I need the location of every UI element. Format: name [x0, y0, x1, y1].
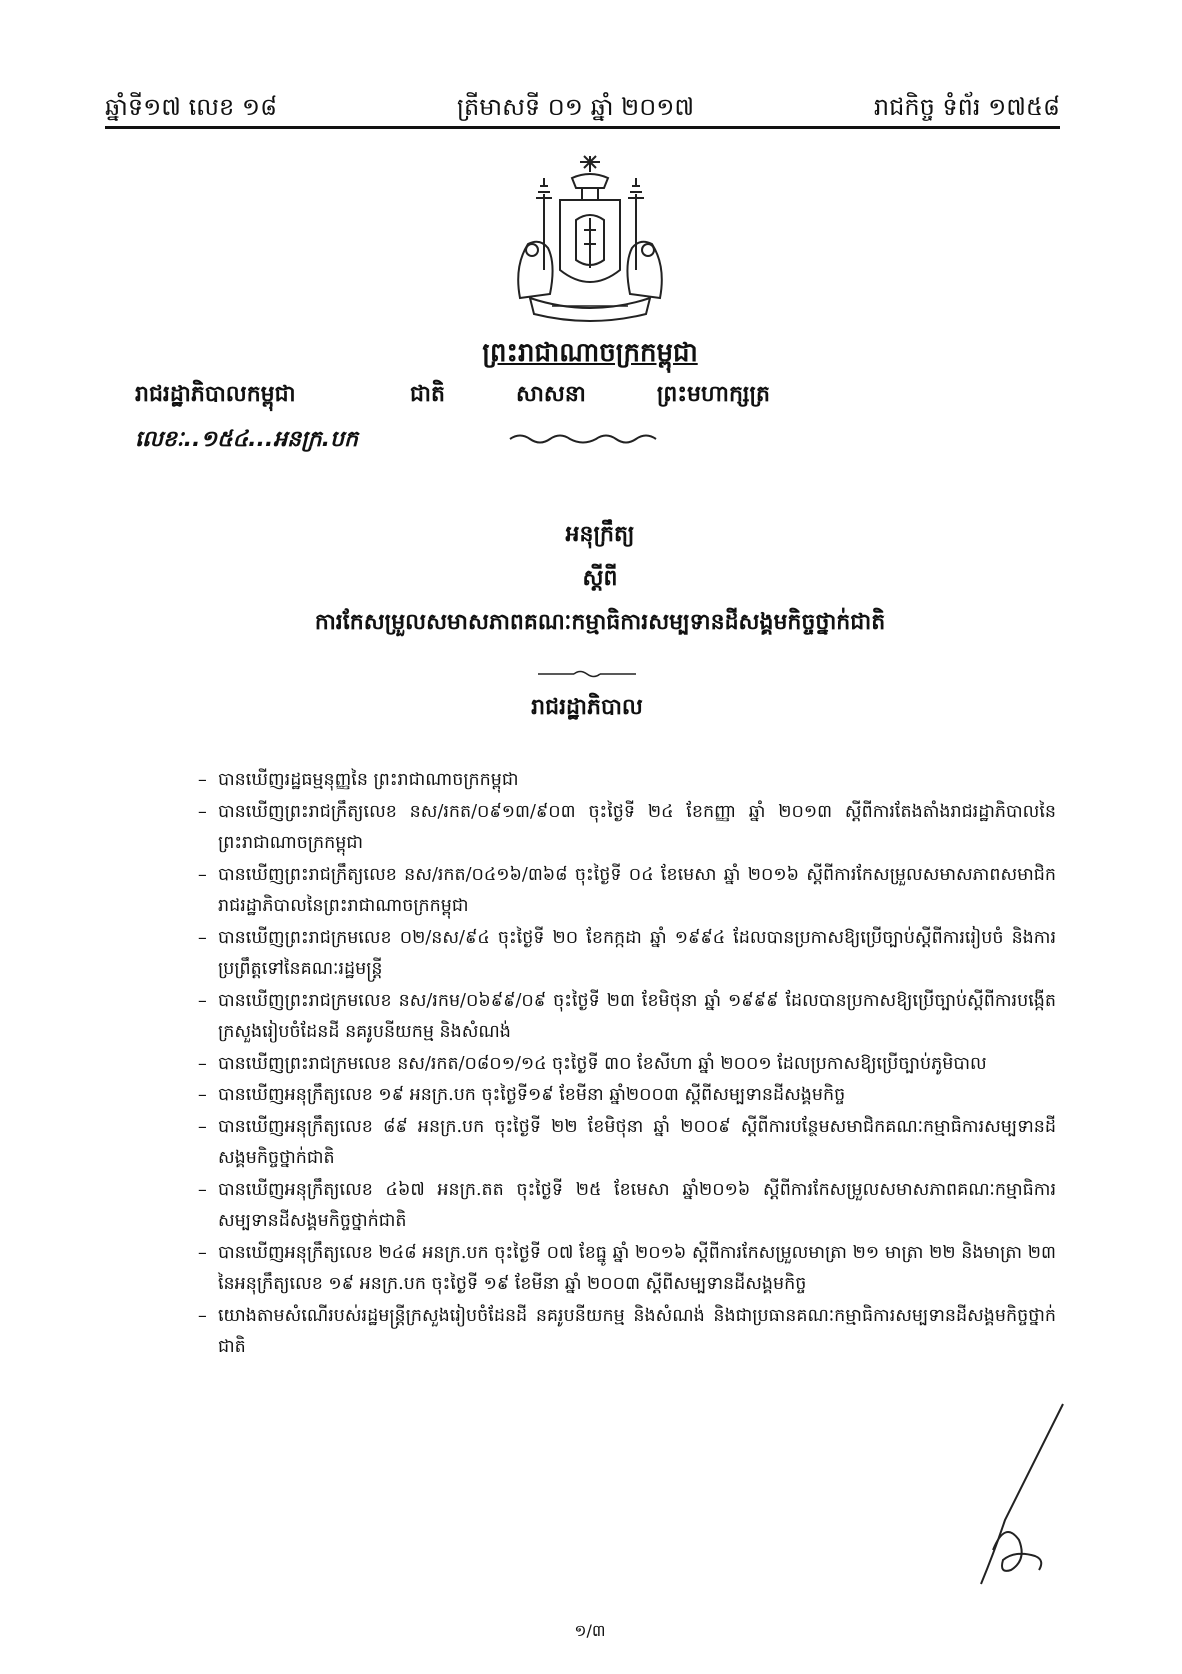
issuing-authority: រាជរដ្ឋាភិបាល [531, 695, 643, 720]
clause-text: បានឃើញអនុក្រឹត្យលេខ ៨៩ អនក្រ.បក ចុះថ្ងៃទី ២២ ខែមិថុនា ឆ្នាំ ២០០៩ ស្តីពីការបន្ថែមសមាជិកគណៈកម្មាធិការសម្បទានដីសង្គមកិច្ចថ្នាក់ជាតិ [218, 1116, 1056, 1168]
clause-dash: – [198, 990, 207, 1011]
royal-coat-of-arms-icon [500, 148, 680, 328]
clause-text: បានឃើញព្រះរាជក្រឹត្យលេខ នស/រកត/០៩១៣/៩០៣ ចុះថ្ងៃទី ២៤ ខែកញ្ញា ឆ្នាំ ២០១៣ ស្តីពីការតែងតាំងរាជរដ្ឋាភិបាលនៃព្រះរាជាណាចក្រកម្ពុជា [218, 801, 1056, 853]
preamble-clause [198, 860, 1056, 923]
preamble-clause [198, 797, 1056, 860]
page-number: ១/៣ [574, 1621, 606, 1640]
preamble-clause [198, 765, 1056, 797]
clause-dash: – [198, 1085, 207, 1105]
preamble-clause [198, 1080, 1056, 1112]
clause-text: បានឃើញអនុក្រឹត្យលេខ ១៩ អនក្រ.បក ចុះថ្ងៃទី១៩ ខែមីនា ឆ្នាំ២០០៣ ស្តីពីសម្បទានដីសង្គមកិច្ច [218, 1085, 846, 1105]
preamble-clause [198, 923, 1056, 986]
clause-text: បានឃើញព្រះរាជក្រមលេខ នស/រកត/០៨០១/១៤ ចុះថ្ងៃទី ៣០ ខែសីហា ឆ្នាំ ២០០១ ដែលប្រកាសឱ្យប្រើច្បាប់ភូមិបាល [218, 1053, 987, 1074]
preamble-clause [198, 986, 1056, 1049]
motto-king: ព្រះមហាក្សត្រ [656, 382, 770, 407]
clause-dash: – [198, 1179, 207, 1200]
clause-text: បានឃើញព្រះរាជក្រមលេខ នស/រកម/០៦៩៩/០៩ ចុះថ្ងៃទី ២៣ ខែមិថុនា ឆ្នាំ ១៩៩៩ ដែលបានប្រកាសឱ្យប្រើច្បាប់ស្តីពីការបង្កើតក្រសួងរៀបចំដែនដី នគរូបនីយកម្ម និងសំណង់ [218, 990, 1056, 1042]
clause-text: បានឃើញព្រះរាជក្រឹត្យលេខ នស/រកត/០៤១៦/៣៦៨ ចុះថ្ងៃទី ០៤ ខែមេសា ឆ្នាំ ២០១៦ ស្តីពីការកែសម្រួលសមាសភាពសមាជិករាជរដ្ឋាភិបាលនៃព្រះរាជាណាចក្រកម្ពុជា [218, 864, 1056, 916]
gazette-page-ref: រាជកិច្ច ទំព័រ ១៧៥៨ [873, 93, 1060, 121]
clause-text: បានឃើញអនុក្រឹត្យលេខ ៤៦៧ អនក្រ.តត ចុះថ្ងៃទី ២៥ ខែមេសា ឆ្នាំ២០១៦ ស្តីពីការកែសម្រួលសមាសភាពគណៈកម្មាធិការសម្បទានដីសង្គមកិច្ចថ្នាក់ជាតិ [218, 1179, 1056, 1231]
decree-on: ស្តីពី [582, 566, 618, 591]
preamble-clause [198, 1238, 1056, 1301]
motto-religion: សាសនា [515, 382, 586, 407]
clause-dash: – [198, 864, 207, 885]
title-divider-icon [538, 669, 636, 679]
clause-dash: – [198, 770, 207, 790]
preamble-clause [198, 1049, 1056, 1081]
gazette-quarter: ត្រីមាសទី ០១ ឆ្នាំ ២០១៧ [456, 93, 695, 121]
gazette-year-issue: ឆ្នាំទី១៧ លេខ ១៨ [105, 93, 278, 121]
gazette-header [105, 92, 1060, 127]
national-motto [410, 380, 770, 412]
clause-dash: – [198, 1305, 207, 1326]
clause-text: បានឃើញរដ្ឋធម្មនុញ្ញនៃ ព្រះរាជាណាចក្រកម្ពុជា [218, 770, 519, 790]
preamble-clause [198, 1301, 1056, 1364]
clause-text: បានឃើញព្រះរាជក្រមលេខ ០២/នស/៩៤ ចុះថ្ងៃទី ២០ ខែកក្កដា ឆ្នាំ ១៩៩៤ ដែលបានប្រកាសឱ្យប្រើច្បាប់ស្តីពីការរៀបចំ និងការប្រព្រឹត្តទៅនៃគណៈរដ្ឋមន្ត្រី [218, 927, 1056, 979]
decree-subject: ការកែសម្រួលសមាសភាពគណៈកម្មាធិការសម្បទានដីសង្គមកិច្ចថ្នាក់ជាតិ [314, 610, 886, 635]
clause-dash: – [198, 801, 207, 822]
decree-title [100, 520, 1100, 638]
clause-dash: – [198, 927, 207, 948]
reference-number: លេខៈ..១៥៤...អនក្រ.បក [135, 427, 358, 452]
clause-dash: – [198, 1116, 207, 1137]
signature-initial-icon [975, 1400, 1065, 1590]
clause-dash: – [198, 1053, 207, 1074]
preamble-clause [198, 1112, 1056, 1175]
clause-dash: – [198, 1242, 207, 1263]
decree-type: អនុក្រឹត្យ [565, 522, 635, 547]
ornament-divider-icon [508, 432, 658, 446]
preamble-clauses [198, 765, 1056, 1364]
kingdom-name: ព្រះរាជាណាចក្រកម្ពុជា [482, 338, 698, 368]
header-divider [105, 126, 1060, 129]
clause-text: បានឃើញអនុក្រឹត្យលេខ ២៤៨ អនក្រ.បក ចុះថ្ងៃទី ០៧ ខែធ្នូ ឆ្នាំ ២០១៦ ស្តីពីការកែសម្រួលមាត្រា ២១ មាត្រា ២២ និងមាត្រា ២៣ នៃអនុក្រឹត្យលេខ ១៩ អនក្រ.បក ចុះថ្ងៃទី ១៩ ខែមីនា ឆ្នាំ ២០០៣ ស្តីពីសម្បទានដីសង្គមកិច្ច [218, 1242, 1056, 1294]
motto-nation: ជាតិ [410, 382, 445, 407]
clause-text: យោងតាមសំណើរបស់រដ្ឋមន្ត្រីក្រសួងរៀបចំដែនដី នគរូបនីយកម្ម និងសំណង់ និងជាប្រធានគណៈកម្មាធិការសម្បទានដីសង្គមកិច្ចថ្នាក់ជាតិ [218, 1305, 1056, 1357]
government-name: រាជរដ្ឋាភិបាលកម្ពុជា [135, 382, 296, 407]
preamble-clause [198, 1175, 1056, 1238]
